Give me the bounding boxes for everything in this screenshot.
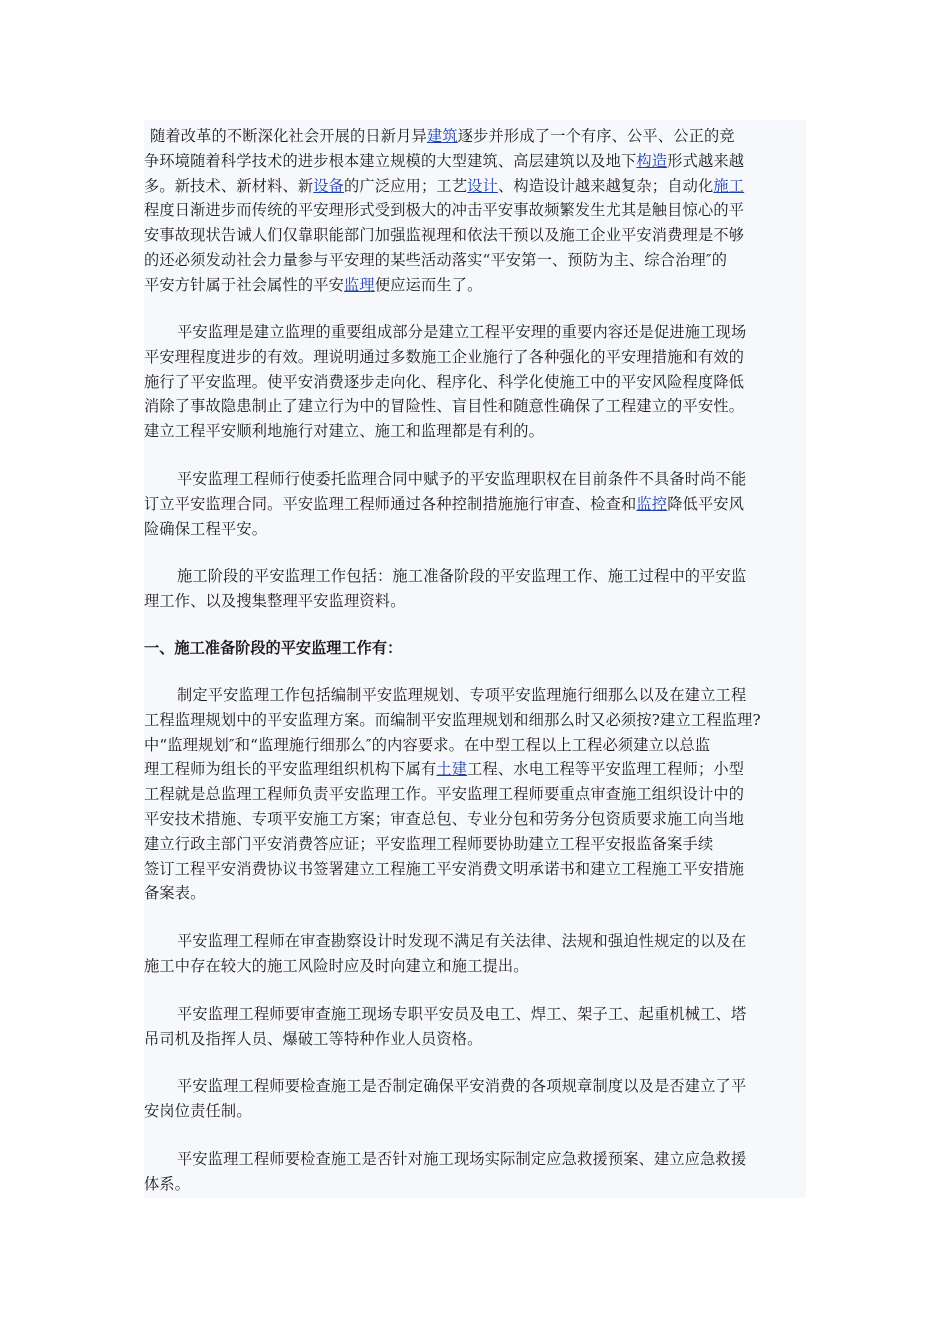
text-line: 订立平安监理合同。平安监理工程师通过各种控制措施施行审查、检查和监控降低平安风 — [144, 494, 745, 513]
text-line: 平安监理工程师在审查勘察设计时发现不满足有关法律、法规和强迫性规定的以及在 — [177, 932, 747, 950]
paragraph-5 — [144, 683, 806, 906]
paragraph-8 — [144, 1074, 806, 1124]
document-body — [144, 120, 806, 1198]
text-line: 随着改革的不断深化社会开展的日新月异建筑逐步并形成了一个有序、公平、公正的竞 — [150, 127, 735, 145]
text-line: 平安监理工程师要检查施工是否针对施工现场实际制定应急救援预案、建立应急救援 — [177, 1150, 747, 1168]
text-line: 争环境随着科学技术的进步根本建立规模的大型建筑、高层建筑以及地下构造形式越来越 — [144, 151, 745, 170]
link-sheji[interactable]: 设计 — [467, 176, 498, 195]
link-jiankong[interactable]: 监控 — [636, 494, 668, 513]
section-heading: 一、施工准备阶段的平安监理工作有： — [144, 639, 403, 657]
text-line: 平安理程度进步的有效。理说明通过多数施工企业施行了各种强化的平安理措施和有效的 — [144, 347, 745, 366]
paragraph-4 — [144, 564, 806, 614]
text-line: 备案表。 — [144, 884, 206, 903]
text-line: 平安方针属于社会属性的平安监理便应运而生了。 — [144, 275, 483, 294]
link-tujian[interactable]: 土建 — [436, 760, 468, 779]
text-line: 理工作、以及搜集整理平安监理资料。 — [144, 591, 406, 610]
link-shigong[interactable]: 施工 — [713, 176, 745, 195]
text-line: 险确保工程平安。 — [144, 519, 268, 538]
paragraph-3 — [144, 467, 806, 541]
text-line: 施工阶段的平安监理工作包括：施工准备阶段的平安监理工作、施工过程中的平安监 — [177, 567, 747, 585]
text-line: 工程就是总监理工程师负责平安监理工作。平安监理工程师要重点审查施工组织设计中的 — [144, 785, 745, 804]
text-line: 施行了平安监理。使平安消费逐步走向化、程序化、科学化使施工中的平安风险程度降低 — [144, 372, 745, 391]
text-line: 平安监理工程师要检查施工是否制定确保平安消费的各项规章制度以及是否建立了平 — [177, 1077, 747, 1095]
text-line: 制定平安监理工作包括编制平安监理规划、专项平安监理施行细那么以及在建立工程 — [177, 686, 747, 704]
paragraph-6 — [144, 929, 806, 979]
text-line: 程度日渐进步而传统的平安理形式受到极大的冲击平安事故频繁发生尤其是触目惊心的平 — [144, 201, 745, 220]
text-line: 建立行政主部门平安消费答应证；平安监理工程师要协助建立工程平安报监备案手续 — [144, 834, 714, 853]
text-line: 理工程师为组长的平安监理组织机构下属有土建工程、水电工程等平安监理工程师；小型 — [144, 760, 745, 779]
text-line: 工程监理规划中的平安监理方案。而编制平安监理规划和细那么时又必须按?建立工程监理? — [144, 710, 761, 729]
paragraph-1 — [144, 124, 806, 298]
text-line: 的还必须发动社会力量参与平安理的某些活动落实“平安第一、预防为主、综合治理″的 — [144, 250, 728, 269]
text-line: 签订工程平安消费协议书签署建立工程施工平安消费文明承诺书和建立工程施工平安措施 — [144, 859, 745, 878]
text-line: 吊司机及指挥人员、爆破工等特种作业人员资格。 — [144, 1029, 483, 1048]
text-line: 施工中存在较大的施工风险时应及时向建立和施工提出。 — [144, 956, 529, 975]
text-line: 消除了事故隐患制止了建立行为中的冒险性、盲目性和随意性确保了工程建立的平安性。 — [144, 397, 745, 416]
paragraph-9 — [144, 1147, 806, 1197]
text-line: 平安监理是建立监理的重要组成部分是建立工程平安理的重要内容还是促进施工现场 — [177, 323, 747, 341]
text-line: 平安监理工程师行使委托监理合同中赋予的平安监理职权在目前条件不具备时尚不能 — [177, 470, 747, 488]
link-jianzhu[interactable]: 建筑 — [426, 127, 458, 145]
text-line: 安事故现状告诫人们仅靠职能部门加强监视理和依法干预以及施工企业平安消费理是不够 — [144, 226, 745, 245]
text-line: 体系。 — [144, 1174, 191, 1193]
paragraph-2 — [144, 320, 806, 444]
text-line: 平安技术措施、专项平安施工方案；审查总包、专业分包和劳务分包资质要求施工向当地 — [144, 809, 745, 828]
link-gouzao[interactable]: 构造 — [636, 151, 668, 170]
text-line: 建立工程平安顺利地施行对建立、施工和监理都是有利的。 — [144, 422, 545, 441]
text-line: 中“监理规划″和“监理施行细那么″的内容要求。在中型工程以上工程必须建立以总监 — [144, 735, 711, 754]
text-line: 安岗位责任制。 — [144, 1101, 252, 1120]
text-line: 多。新技术、新材料、新设备的广泛应用；工艺设计、构造设计越来越复杂；自动化施工 — [144, 176, 745, 195]
paragraph-7 — [144, 1002, 806, 1052]
text-line: 平安监理工程师要审查施工现场专职平安员及电工、焊工、架子工、起重机械工、塔 — [177, 1005, 747, 1023]
link-shebei[interactable]: 设备 — [313, 176, 345, 195]
link-jianli[interactable]: 监理 — [344, 275, 375, 294]
